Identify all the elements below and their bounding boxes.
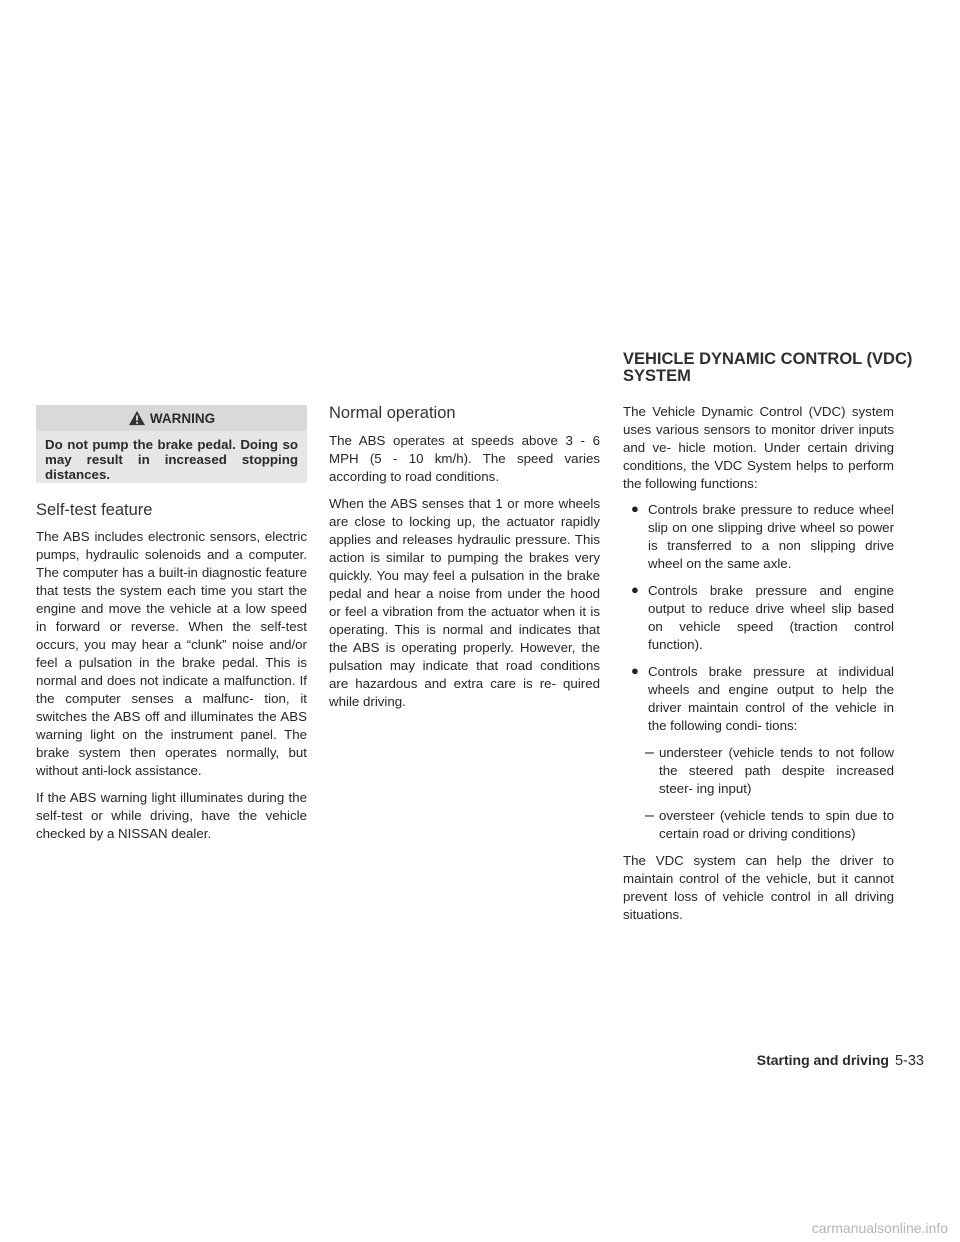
footer-section-title: Starting and driving [756, 1052, 889, 1068]
dash-icon: – [645, 807, 654, 824]
self-test-paragraph-1: The ABS includes electronic sensors, electric pumps, hydraulic solenoids and a computer. The computer has a built-in diagnostic feature that tests the system each time you start the engine and move the vehicle at a low speed in forward or reverse. When the self-test occurs, you may hear a “clunk” noise and/or feel a pulsation in the brake pedal. This is normal and does not indicate a malfunction. If the computer senses a malfunc- tion, it switches the ABS off and illuminates the ABS warning light on the instrument panel. The brake system then operates normally, but without anti-lock assistance. [36, 529, 307, 778]
vdc-bullet-text: Controls brake pressure and engine output to reduce drive wheel slip based on vehicle speed (traction control function). [648, 583, 894, 652]
vdc-sub-item [623, 807, 894, 843]
vdc-sub-item-text: oversteer (vehicle tends to spin due to certain road or driving conditions) [659, 808, 894, 841]
vdc-bullet-text: Controls brake pressure at individual wheels and engine output to help the driver maintain control of the vehicle in the following condi- tions: [648, 664, 894, 733]
vdc-section-heading: VEHICLE DYNAMIC CONTROL (VDC) SYSTEM [623, 350, 913, 385]
vdc-bullet-item [623, 501, 894, 573]
watermark: carmanualsonline.info [811, 1220, 948, 1236]
normal-operation-body [329, 432, 600, 711]
vdc-bullet-item [623, 582, 894, 654]
warning-text: Do not pump the brake pedal. Doing so may result in increased stopping distances. [45, 437, 298, 482]
normal-operation-heading: Normal operation [329, 404, 456, 422]
warning-header [36, 405, 307, 431]
self-test-paragraph-2: If the ABS warning light illuminates during the self-test or while driving, have the vehicle checked by a NISSAN dealer. [36, 790, 307, 841]
vdc-sub-item-text: understeer (vehicle tends to not follow the steered path despite increased steer- ing input) [659, 745, 894, 796]
vdc-intro: The Vehicle Dynamic Control (VDC) system uses various sensors to monitor driver inputs and ve- hicle motion. Under certain driving conditions, the VDC System helps to perform the following functions: [623, 404, 894, 491]
normal-operation-paragraph-2: When the ABS senses that 1 or more wheels are close to locking up, the actuator rapidly applies and releases hydraulic pressure. This action is similar to pumping the brakes very quickly. You may feel a pulsation in the brake pedal and hear a noise from under the hood or feel a vibration from the actuator when it is operating. This is normal and indicates that the ABS is operating properly. However, the pulsation may indicate that road conditions are hazardous and extra care is re- quired while driving. [329, 496, 600, 709]
page-footer [757, 1051, 924, 1070]
warning-title: WARNING [149, 410, 216, 426]
bullet-icon: ● [631, 663, 639, 678]
bullet-icon: ● [631, 501, 639, 516]
warning-triangle-icon [128, 410, 146, 426]
vdc-bullet-text: Controls brake pressure to reduce wheel slip on one slipping drive wheel so power is transferred to a non slipping drive wheel on the same axle. [648, 502, 894, 571]
bullet-icon: ● [631, 582, 639, 597]
page-number: 5-33 [894, 1053, 924, 1069]
vdc-sub-item [623, 744, 894, 798]
warning-box [36, 405, 307, 483]
normal-operation-paragraph-1: The ABS operates at speeds above 3 - 6 MPH (5 - 10 km/h). The speed varies according to road conditions. [329, 433, 600, 484]
vdc-bullet-item [623, 663, 894, 735]
dash-icon: – [645, 744, 654, 761]
vdc-outro: The VDC system can help the driver to maintain control of the vehicle, but it cannot prevent loss of vehicle control in all driving situations. [623, 853, 894, 922]
self-test-heading: Self-test feature [36, 501, 153, 519]
self-test-body [36, 528, 307, 843]
vdc-body [623, 403, 894, 924]
